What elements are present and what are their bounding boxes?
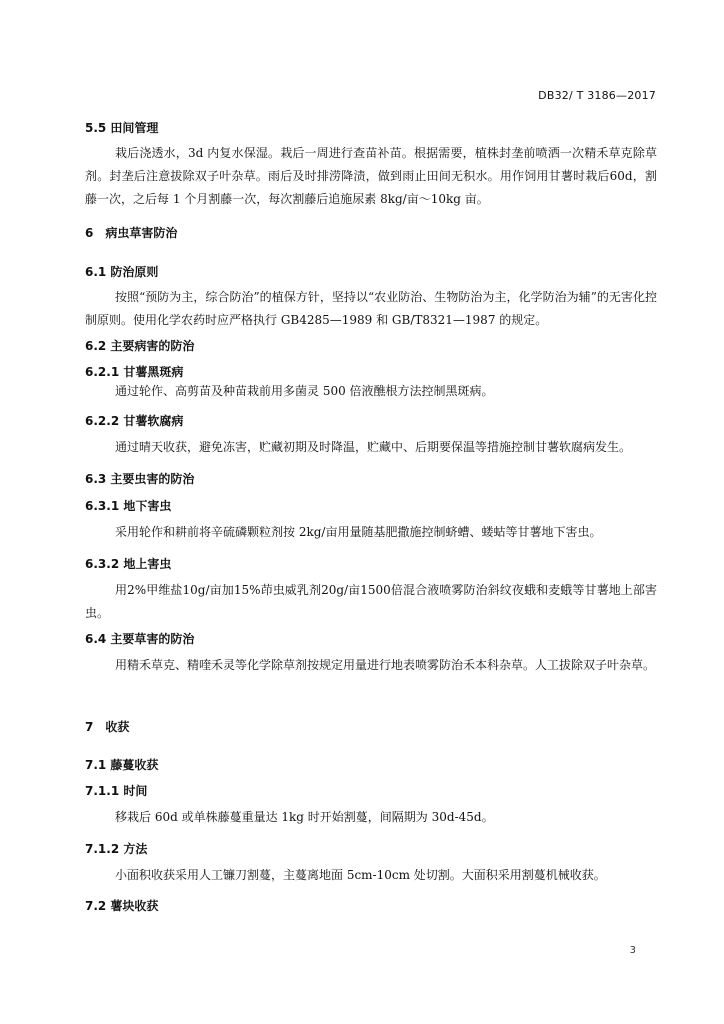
document-id: DB32/ T 3186—2017 <box>538 89 656 102</box>
section-heading-6-3: 6.3 主要虫害的防治 <box>85 472 195 486</box>
section-heading-6-1: 6.1 防治原则 <box>85 265 159 279</box>
section-heading-7-1: 7.1 藤蔓收获 <box>85 758 159 772</box>
section-heading-6-2: 6.2 主要病害的防治 <box>85 339 195 353</box>
paragraph-field-management: 栽后浇透水，3d 内复水保湿。栽后一周进行查苗补苗。根据需要，植株封垄前喷洒一次精禾草克除草剂。封垄后注意拔除双子叶杂草。雨后及时排涝降渍，做到雨止田间无积水。用作饲用甘薯时栽后60d，割藤一次，之后每 1 个月割藤一次，每次割藤后追施尿素 8kg/亩～10kg 亩。 <box>85 146 657 206</box>
section-heading-5-5: 5.5 田间管理 <box>85 121 159 135</box>
paragraph-underground-pests: 采用轮作和耕前将辛硫磷颗粒剂按 2kg/亩用量随基肥撒施控制蛴螬、蝼蛄等甘薯地下害虫。 <box>115 525 602 539</box>
paragraph-control-principles: 按照“预防为主，综合防治”的植保方针，坚持以“农业防治、生物防治为主，化学防治为辅”的无害化控制原则。使用化学农药时应严格执行 GB4285—1989 和 GB/T8321—1987 的规定。 <box>85 290 657 327</box>
section-heading-7-2: 7.2 薯块收获 <box>85 899 159 913</box>
paragraph-black-rot: 通过轮作、高剪苗及种苗栽前用多菌灵 500 倍液醮根方法控制黑斑病。 <box>115 384 494 398</box>
section-heading-7-1-1: 7.1.1 时间 <box>85 784 148 798</box>
section-heading-6: 6 病虫草害防治 <box>85 226 178 240</box>
section-heading-7: 7 收获 <box>85 720 130 734</box>
section-heading-6-4: 6.4 主要草害的防治 <box>85 632 195 646</box>
section-heading-6-3-2: 6.3.2 地上害虫 <box>85 557 172 571</box>
paragraph-harvest-method: 小面积收获采用人工镰刀割蔓，主蔓离地面 5cm-10cm 处切割。大面积采用割蔓机械收获。 <box>115 868 606 882</box>
section-heading-6-3-1: 6.3.1 地下害虫 <box>85 499 172 513</box>
page-number: 3 <box>629 945 636 956</box>
paragraph-aboveground-pests: 用2%甲维盐10g/亩加15%茚虫威乳剂20g/亩1500倍混合液喷雾防治斜纹夜蛾和麦蛾等甘薯地上部害虫。 <box>85 583 657 620</box>
section-heading-7-1-2: 7.1.2 方法 <box>85 842 148 856</box>
paragraph-soft-rot: 通过晴天收获，避免冻害，贮藏初期及时降温，贮藏中、后期要保温等措施控制甘薯软腐病发生。 <box>115 440 632 454</box>
section-heading-6-2-2: 6.2.2 甘薯软腐病 <box>85 414 184 428</box>
section-heading-6-2-1: 6.2.1 甘薯黑斑病 <box>85 365 184 379</box>
paragraph-weed-control: 用精禾草克、精喹禾灵等化学除草剂按规定用量进行地表喷雾防治禾本科杂草。人工拔除双子叶杂草。 <box>115 658 656 672</box>
paragraph-harvest-time: 移栽后 60d 或单株藤蔓重量达 1kg 时开始割蔓，间隔期为 30d-45d。 <box>115 810 494 824</box>
